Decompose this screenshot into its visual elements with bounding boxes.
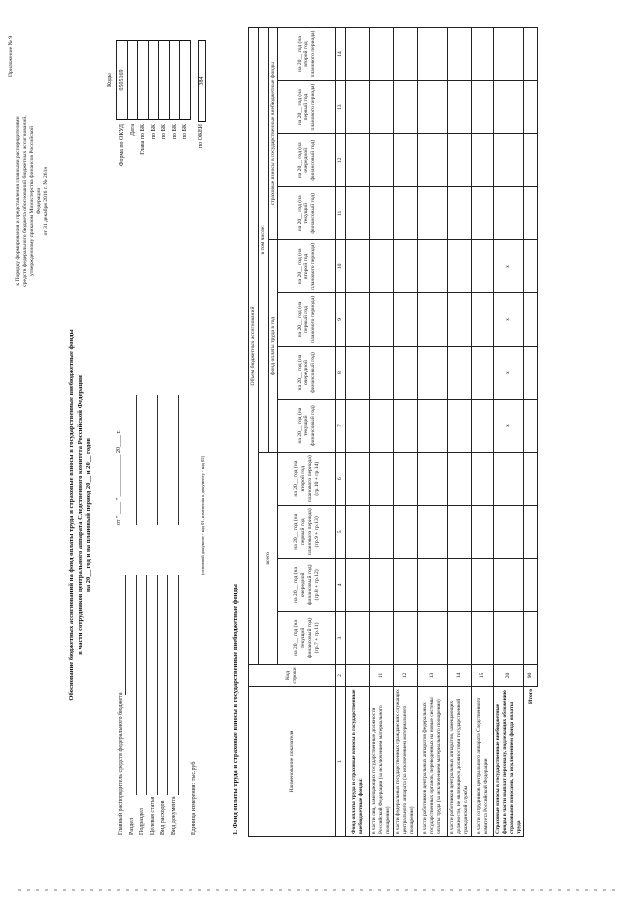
column-number: 8 bbox=[336, 346, 346, 399]
col-header-name: Наименование показателя bbox=[249, 687, 336, 837]
field-main-manager: Главный распорядитель средств федерального бюджета bbox=[118, 692, 124, 835]
code-label: по БК bbox=[150, 124, 157, 140]
appendix-line: к Порядку формирования и представления главными распорядителями bbox=[15, 116, 21, 286]
row-name: Фонд оплаты труда и страховые взносы в государственные внебюджетные фонды: bbox=[346, 687, 370, 837]
value-cell bbox=[472, 28, 494, 81]
total-value-cell bbox=[524, 134, 538, 187]
value-cell bbox=[418, 611, 448, 664]
fill-line bbox=[136, 395, 137, 525]
value-cell bbox=[472, 187, 494, 240]
document-date: от " ____ " ______________ 20____ г. bbox=[116, 430, 122, 525]
value-cell: x bbox=[494, 293, 524, 346]
total-row bbox=[524, 28, 538, 837]
col-header-total: всего bbox=[258, 452, 278, 664]
codes-caption: Коды bbox=[107, 73, 113, 87]
code-label: по БК bbox=[182, 124, 188, 140]
value-cell: x bbox=[494, 346, 524, 399]
value-cell bbox=[494, 134, 524, 187]
value-cell bbox=[448, 293, 472, 346]
code-label: Форма по ОКУД bbox=[119, 124, 125, 167]
title-line: на 20__ год и на плановый период 20__ и 20__ годов bbox=[85, 438, 92, 592]
table-row bbox=[370, 28, 394, 837]
title-line: в части сотрудников центрального аппарата Следственного комитета Российской Федерации bbox=[76, 375, 84, 655]
value-cell bbox=[448, 346, 472, 399]
year-label: на 20__ год (на очередной финансовый год) bbox=[293, 564, 313, 606]
value-cell bbox=[472, 611, 494, 664]
value-cell bbox=[370, 611, 394, 664]
fill-line bbox=[178, 395, 179, 525]
codes-table bbox=[116, 40, 191, 120]
column-number: 14 bbox=[336, 28, 346, 81]
value-cell bbox=[448, 28, 472, 81]
section-title: 1. Фонд оплаты труда и страховые взносы в государственные внебюджетные фонды bbox=[232, 584, 239, 835]
row-name: в части лиц, замещающих государственные должности Российской Федерации (за исключением материального поощрения) bbox=[370, 687, 394, 837]
value-cell bbox=[370, 346, 394, 399]
code-label: Дата bbox=[129, 124, 136, 136]
value-cell bbox=[394, 505, 418, 558]
total-value-cell bbox=[524, 346, 538, 399]
value-cell bbox=[418, 346, 448, 399]
value-cell bbox=[472, 558, 494, 611]
column-number: 7 bbox=[336, 399, 346, 452]
field-document-type: Вид документа bbox=[170, 796, 177, 835]
col-header-year: на 20__ год (на первый год планового периода) bbox=[278, 81, 336, 134]
value-cell bbox=[472, 399, 494, 452]
col-header-year bbox=[278, 452, 336, 505]
value-cell bbox=[418, 240, 448, 293]
value-cell bbox=[418, 505, 448, 558]
value-cell bbox=[346, 240, 370, 293]
column-number: 11 bbox=[336, 187, 346, 240]
value-cell bbox=[370, 452, 394, 505]
total-value-cell bbox=[524, 452, 538, 505]
row-name: Страховые взносы в государственные внебюджетные фонды в части выплат персоналу, подлежащих обложению страховыми взносами, за исключением фонда оплаты труда bbox=[494, 687, 524, 837]
value-cell bbox=[472, 240, 494, 293]
value-cell bbox=[394, 346, 418, 399]
value-cell bbox=[370, 81, 394, 134]
col-header-fot: фонд оплаты труда в год bbox=[268, 240, 278, 452]
value-cell bbox=[448, 81, 472, 134]
scan-artifact bbox=[18, 889, 618, 891]
formula-label: (гр.8 + гр.12) bbox=[313, 569, 320, 601]
value-cell bbox=[494, 187, 524, 240]
col-header-year: на 20__ год (на первый год планового периода) bbox=[278, 293, 336, 346]
column-number: 13 bbox=[336, 81, 346, 134]
value-cell bbox=[472, 505, 494, 558]
document-title bbox=[68, 275, 94, 755]
code-cell bbox=[180, 41, 191, 120]
col-header-year: на 20__ год (на второй год планового периода) bbox=[278, 28, 336, 81]
col-header-year bbox=[278, 611, 336, 664]
value-cell bbox=[370, 134, 394, 187]
document-code-note: (основной документ - код 01, изменения к документу - код 02) bbox=[200, 455, 205, 575]
value-cell bbox=[494, 505, 524, 558]
column-number: 10 bbox=[336, 240, 346, 293]
value-cell bbox=[394, 81, 418, 134]
fill-line bbox=[157, 395, 158, 525]
row-code: 14 bbox=[448, 665, 472, 687]
total-value-cell bbox=[524, 81, 538, 134]
formula-label: (гр.10 + гр.14) bbox=[313, 461, 320, 496]
value-cell bbox=[448, 399, 472, 452]
total-value-cell bbox=[524, 187, 538, 240]
col-header-volume: Объем бюджетных ассигнований bbox=[249, 28, 259, 665]
row-code: 15 bbox=[472, 665, 494, 687]
value-cell bbox=[370, 187, 394, 240]
column-number: 12 bbox=[336, 134, 346, 187]
code-cell bbox=[127, 41, 138, 120]
total-value-cell bbox=[524, 293, 538, 346]
row-code: 11 bbox=[370, 665, 394, 687]
value-cell bbox=[448, 187, 472, 240]
column-number: 9 bbox=[336, 293, 346, 346]
okei-code: 384 bbox=[198, 40, 206, 122]
value-cell bbox=[346, 81, 370, 134]
fill-line bbox=[136, 575, 137, 795]
col-header-year: на 20__ год (на текущий финансовый год) bbox=[278, 399, 336, 452]
formula-label: (гр.9 + гр.13) bbox=[313, 516, 320, 548]
value-cell bbox=[394, 452, 418, 505]
field-unit: Единица измерения: тыс.руб bbox=[191, 761, 197, 835]
value-cell bbox=[418, 293, 448, 346]
value-cell bbox=[370, 240, 394, 293]
total-code: 90 bbox=[524, 665, 538, 687]
value-cell bbox=[494, 452, 524, 505]
title-line: Обоснование бюджетных ассигнований на фонд оплаты труда и страховые взносы в государственные внебюджетные фонды bbox=[68, 329, 75, 701]
field-expense-type: Вид расходов bbox=[160, 800, 166, 835]
value-cell bbox=[394, 293, 418, 346]
column-number: 4 bbox=[336, 558, 346, 611]
col-header-year: на 20__ год (на очередной финансовый год) bbox=[278, 346, 336, 399]
table-row bbox=[346, 28, 370, 837]
value-cell bbox=[494, 611, 524, 664]
value-cell bbox=[346, 187, 370, 240]
value-cell bbox=[448, 558, 472, 611]
value-cell bbox=[448, 134, 472, 187]
table-row bbox=[394, 28, 418, 837]
column-number: 1 bbox=[336, 687, 346, 837]
value-cell bbox=[346, 346, 370, 399]
total-label: Итого bbox=[527, 689, 534, 705]
total-value-cell bbox=[524, 28, 538, 81]
row-name: в части работников центральных аппаратов федеральных государственных органов, переведенных на новые системы оплаты труда (за исключением материального поощрения) bbox=[418, 687, 448, 837]
col-header-year bbox=[278, 558, 336, 611]
col-header-year bbox=[278, 505, 336, 558]
value-cell bbox=[370, 399, 394, 452]
row-code: 13 bbox=[418, 665, 448, 687]
value-cell bbox=[494, 81, 524, 134]
value-cell bbox=[418, 399, 448, 452]
total-value-cell bbox=[524, 558, 538, 611]
value-cell bbox=[394, 240, 418, 293]
value-cell bbox=[448, 240, 472, 293]
col-header-incl: в том числе: bbox=[258, 28, 268, 453]
row-code: 20 bbox=[494, 665, 524, 687]
column-number: 6 bbox=[336, 452, 346, 505]
column-number: 5 bbox=[336, 505, 346, 558]
field-subsection: Подраздел bbox=[139, 808, 145, 835]
value-cell bbox=[418, 134, 448, 187]
table-row bbox=[494, 28, 524, 837]
value-cell: x bbox=[494, 399, 524, 452]
total-value-cell bbox=[524, 505, 538, 558]
value-cell bbox=[346, 399, 370, 452]
code-label: по БК bbox=[171, 124, 178, 140]
total-value-cell bbox=[524, 611, 538, 664]
okud-code: 0505169 bbox=[117, 41, 128, 120]
table-row bbox=[448, 28, 472, 837]
value-cell bbox=[346, 558, 370, 611]
code-label: Глава по БК bbox=[140, 124, 146, 155]
field-section: Раздел bbox=[128, 818, 135, 835]
value-cell bbox=[370, 558, 394, 611]
value-cell bbox=[418, 81, 448, 134]
value-cell bbox=[346, 611, 370, 664]
value-cell bbox=[346, 134, 370, 187]
budget-table bbox=[248, 27, 538, 837]
value-cell bbox=[418, 452, 448, 505]
table-row bbox=[418, 28, 448, 837]
value-cell bbox=[448, 452, 472, 505]
value-cell bbox=[394, 134, 418, 187]
code-cell bbox=[148, 41, 159, 120]
value-cell bbox=[370, 293, 394, 346]
column-number: 3 bbox=[336, 611, 346, 664]
table-row bbox=[472, 28, 494, 837]
appendix-line: Федерации bbox=[36, 187, 42, 215]
value-cell bbox=[346, 452, 370, 505]
col-header-code: Код строки bbox=[249, 665, 336, 687]
fill-line bbox=[157, 575, 158, 795]
value-cell bbox=[418, 558, 448, 611]
value-cell bbox=[370, 28, 394, 81]
value-cell bbox=[418, 187, 448, 240]
code-label: по БК bbox=[161, 124, 167, 140]
year-label: на 20__ год (на первый год планового периода) bbox=[293, 508, 313, 556]
value-cell bbox=[472, 346, 494, 399]
fill-line bbox=[146, 575, 147, 795]
fill-line bbox=[125, 575, 126, 695]
value-cell bbox=[346, 505, 370, 558]
col-header-year: на 20__ год (на второй год планового периода) bbox=[278, 240, 336, 293]
code-cell bbox=[169, 41, 180, 120]
appendix-number: Приложение № 9 bbox=[8, 36, 14, 77]
appendix-note bbox=[8, 36, 50, 366]
value-cell bbox=[472, 293, 494, 346]
value-cell bbox=[494, 28, 524, 81]
value-cell bbox=[394, 558, 418, 611]
col-header-year: на 20__ год (на текущий финансовый год) bbox=[278, 187, 336, 240]
value-cell bbox=[394, 399, 418, 452]
total-value-cell bbox=[524, 399, 538, 452]
value-cell: x bbox=[494, 240, 524, 293]
col-header-year: на 20__ год (на очередной финансовый год) bbox=[278, 134, 336, 187]
appendix-line: средств федерального бюджета обоснований бюджетных ассигнований, bbox=[22, 115, 28, 287]
row-name: в части работников центральных аппаратов, замещающих должности, не являющиеся должностями государственной гражданской службы bbox=[448, 687, 472, 837]
value-cell bbox=[448, 611, 472, 664]
field-target-item: Целевая статья bbox=[149, 796, 156, 835]
year-label: на 20__ год (на текущий финансовый год) bbox=[293, 617, 313, 659]
row-code bbox=[346, 665, 370, 687]
column-numbers-row bbox=[336, 28, 346, 837]
value-cell bbox=[346, 293, 370, 346]
code-cell bbox=[159, 41, 170, 120]
code-cell bbox=[138, 41, 149, 120]
row-name: в части сотрудников центрального аппарата Следственного комитета Российской Федерации bbox=[472, 687, 494, 837]
appendix-line: утвержденному приказом Министерства финансов Российской bbox=[29, 126, 35, 276]
value-cell bbox=[394, 187, 418, 240]
formula-label: (гр.7 + гр.11) bbox=[313, 622, 320, 654]
value-cell bbox=[394, 611, 418, 664]
appendix-line: от 31 декабря 2016 г. № 261н bbox=[43, 166, 49, 236]
col-header-insurance: страховые взносы в государственные внебюджетные фонды bbox=[268, 28, 278, 240]
value-cell bbox=[448, 505, 472, 558]
value-cell bbox=[418, 28, 448, 81]
value-cell bbox=[472, 81, 494, 134]
total-value-cell bbox=[524, 240, 538, 293]
row-name: в части федеральных государственных гражданских служащих центрального аппарата (за исключением материального поощрения) bbox=[394, 687, 418, 837]
column-number: 2 bbox=[336, 665, 346, 687]
value-cell bbox=[370, 505, 394, 558]
fill-line bbox=[178, 575, 179, 795]
value-cell bbox=[494, 558, 524, 611]
row-code: 12 bbox=[394, 665, 418, 687]
value-cell bbox=[394, 28, 418, 81]
year-label: на 20__ год (на второй год планового периода) bbox=[293, 455, 313, 503]
fill-line bbox=[167, 575, 168, 795]
value-cell bbox=[346, 28, 370, 81]
code-labels bbox=[117, 124, 191, 244]
okei-label: по ОКЕИ bbox=[198, 124, 204, 149]
value-cell bbox=[472, 452, 494, 505]
value-cell bbox=[472, 134, 494, 187]
